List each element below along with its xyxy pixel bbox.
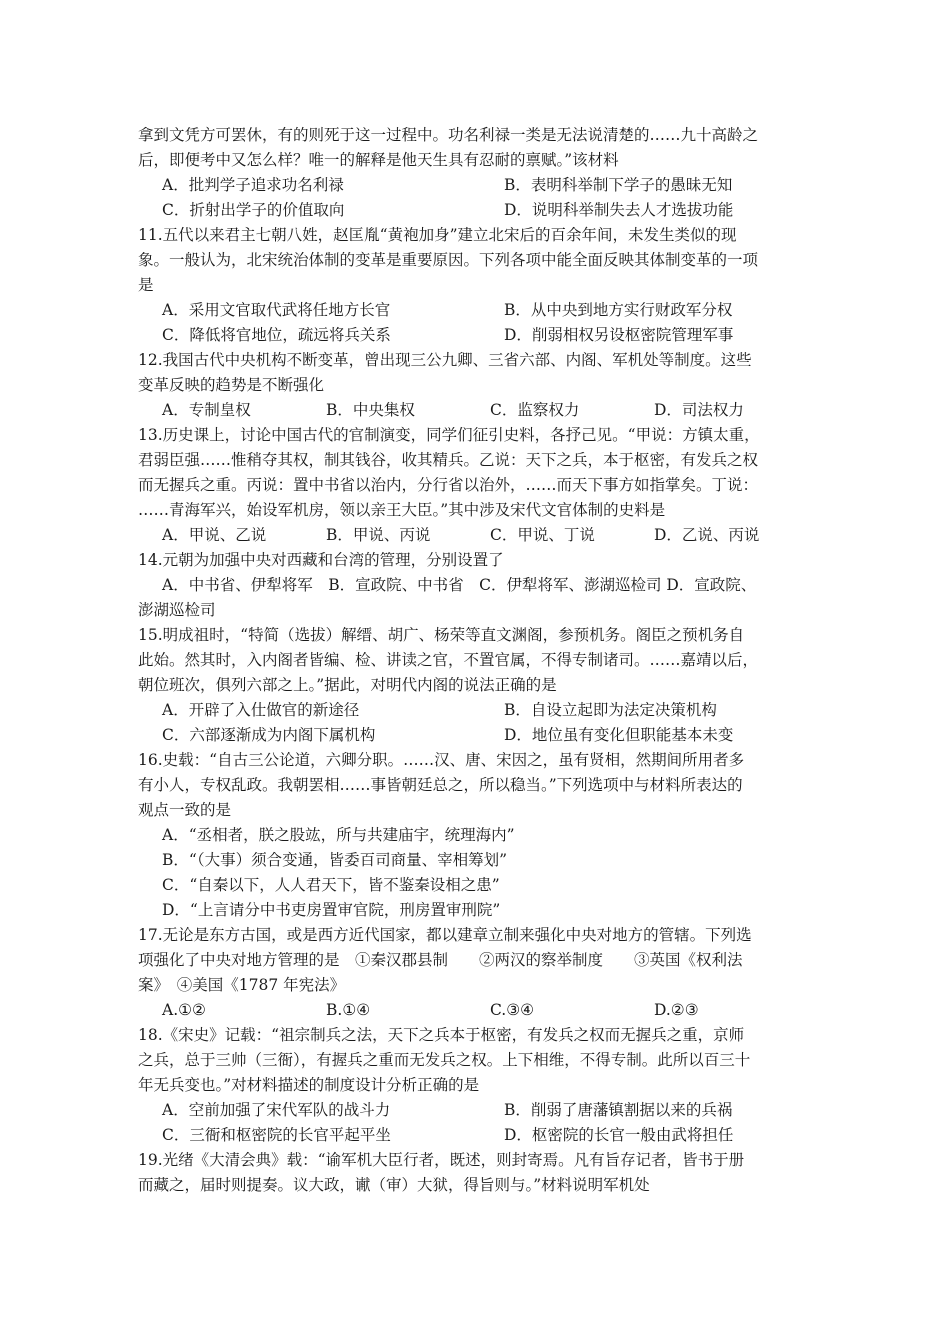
text-line: 是 [138, 276, 154, 294]
text-line: 君弱臣强……惟稍夺其权，制其钱谷，收其精兵。乙说：天下之兵，本于枢密，有发兵之权 [138, 451, 759, 469]
answer-options-row [138, 398, 818, 423]
question-body [138, 123, 818, 1198]
answer-option: D.②③ [654, 1001, 699, 1019]
answer-option: D．司法权力 [654, 401, 744, 419]
answer-option: B．自设立起即为法定决策机构 [504, 701, 717, 719]
answer-options-row [138, 173, 818, 198]
answer-option: C．三衙和枢密院的长官平起平坐 [162, 1126, 391, 1144]
text-line: 而藏之，届时则提奏。议大政，谳（审）大狱，得旨则与。”材料说明军机处 [138, 1176, 650, 1194]
answer-option: C．折射出学子的价值取向 [162, 201, 345, 219]
text-line: 13.历史课上，讨论中国古代的官制演变，同学们征引史料，各抒己见。“甲说：方镇太重， [138, 426, 760, 444]
text-line: 澎湖巡检司 [138, 601, 216, 619]
text-line: 而无握兵之重。丙说：置中书省以治内，分行省以治外，……而天下事方如指掌矣。丁说： [138, 476, 759, 494]
answer-options-row [138, 523, 818, 548]
answer-option: C．六部逐渐成为内阁下属机构 [162, 726, 376, 744]
answer-option: C．监察权力 [490, 401, 580, 419]
answer-option-line: C．“自秦以下，人人君天下，皆不鉴秦设相之患” [162, 876, 500, 894]
answer-option: A．开辟了入仕做官的新途径 [162, 701, 360, 719]
text-line: 年无兵变也。”对材料描述的制度设计分析正确的是 [138, 1076, 480, 1094]
answer-option: B．中央集权 [326, 401, 415, 419]
answer-option: C．降低将官地位，疏远将兵关系 [162, 326, 391, 344]
answer-options-row [138, 723, 818, 748]
text-line: 之兵，总于三帅（三衙），有握兵之重而无发兵之权。上下相维，不得专制。此所以百三十 [138, 1051, 751, 1069]
answer-option: A．采用文官取代武将任地方长官 [162, 301, 391, 319]
answer-options-row [138, 1098, 818, 1123]
answer-options-row [138, 998, 818, 1023]
text-line: 观点一致的是 [138, 801, 232, 819]
text-line: 14.元朝为加强中央对西藏和台湾的管理，分别设置了 [138, 551, 504, 569]
text-line: 19.光绪《大清会典》载：“谕军机大臣行者，既述，则封寄焉。凡有旨存记者，皆书于册 [138, 1151, 745, 1169]
text-line: 17.无论是东方古国，或是西方近代国家，都以建章立制来强化中央对地方的管辖。下列选 [138, 926, 752, 944]
answer-option: D．说明科举制失去人才选拔功能 [504, 201, 734, 219]
answer-option: B．表明科举制下学子的愚昧无知 [504, 176, 733, 194]
answer-options-row [138, 298, 818, 323]
answer-option: A．甲说、乙说 [162, 526, 267, 544]
text-line: 15.明成祖时，“特简（选拔）解缙、胡广、杨荣等直文渊阁，参预机务。阁臣之预机务自 [138, 626, 745, 644]
answer-option: C.③④ [490, 1001, 535, 1019]
answer-options-row [138, 698, 818, 723]
text-line: 拿到文凭方可罢休，有的则死于这一过程中。功名利禄一类是无法说清楚的……九十高龄之 [138, 126, 759, 144]
text-line: 变革反映的趋势是不断强化 [138, 376, 325, 394]
answer-option: B.①④ [326, 1001, 371, 1019]
answer-option: A．批判学子追求功名利禄 [162, 176, 344, 194]
text-line: ……青海军兴，始设军机房，领以亲王大臣。”其中涉及宋代文官体制的史料是 [138, 501, 666, 519]
text-line: 朝位班次，俱列六部之上。”据此，对明代内阁的说法正确的是 [138, 676, 557, 694]
answer-option-line: D．“上言请分中书吏房置审官院，刑房置审刑院” [162, 901, 501, 919]
answer-option: C．甲说、丁说 [490, 526, 595, 544]
text-line: 此始。然其时，入内阁者皆编、检、讲读之官，不置官属，不得专制诸司。……嘉靖以后， [138, 651, 759, 669]
answer-option: D．枢密院的长官一般由武将担任 [504, 1126, 734, 1144]
text-line: 16.史载：“自古三公论道，六卿分职。……汉、唐、宋因之，虽有贤相，然期间所用者多 [138, 751, 745, 769]
answer-option: B．甲说、丙说 [326, 526, 431, 544]
text-line: 18.《宋史》记载：“祖宗制兵之法，天下之兵本于枢密，有发兵之权而无握兵之重，京师 [138, 1026, 745, 1044]
answer-option: D．削弱相权另设枢密院管理军事 [504, 326, 734, 344]
answer-option: A.①② [162, 1001, 206, 1019]
answer-option-line: B．“（大事）须合变通，皆委百司商量、宰相筹划” [162, 851, 507, 869]
answer-option: B．从中央到地方实行财政军分权 [504, 301, 733, 319]
text-line: 后，即便考中又怎么样？唯一的解释是他天生具有忍耐的禀赋。”该材料 [138, 151, 619, 169]
answer-option: A．空前加强了宋代军队的战斗力 [162, 1101, 391, 1119]
text-line: 有小人，专权乱政。我朝罢相……事皆朝廷总之，所以稳当。”下列选项中与材料所表达的 [138, 776, 743, 794]
answer-options-row [138, 323, 818, 348]
text-line: 11.五代以来君主七朝八姓，赵匡胤“黄袍加身”建立北宋后的百余年间，未发生类似的现 [138, 226, 737, 244]
answer-option: B．削弱了唐藩镇割据以来的兵祸 [504, 1101, 733, 1119]
text-line: 象。一般认为，北宋统治体制的变革是重要原因。下列各项中能全面反映其体制变革的一项 [138, 251, 759, 269]
answer-option-line: A．“丞相者，朕之股竑，所与共建庙宇，统理海内” [162, 826, 515, 844]
answer-option: A．专制皇权 [162, 401, 251, 419]
text-line: 项强化了中央对地方管理的是 ①秦汉郡县制 ②两汉的察举制度 ③英国《权利法 [138, 951, 743, 969]
answer-option: D．地位虽有变化但职能基本未变 [504, 726, 734, 744]
answer-option: D．乙说、丙说 [654, 526, 760, 544]
answer-options-row [138, 1123, 818, 1148]
answer-option-line: A．中书省、伊犁将军 B．宣政院、中书省 C．伊犁将军、澎湖巡检司 D．宣政院、 [162, 576, 757, 594]
text-line: 案》 ④美国《1787 年宪法》 [138, 976, 346, 994]
text-line: 12.我国古代中央机构不断变革，曾出现三公九卿、三省六部、内阁、军机处等制度。这些 [138, 351, 752, 369]
answer-options-row [138, 198, 818, 223]
